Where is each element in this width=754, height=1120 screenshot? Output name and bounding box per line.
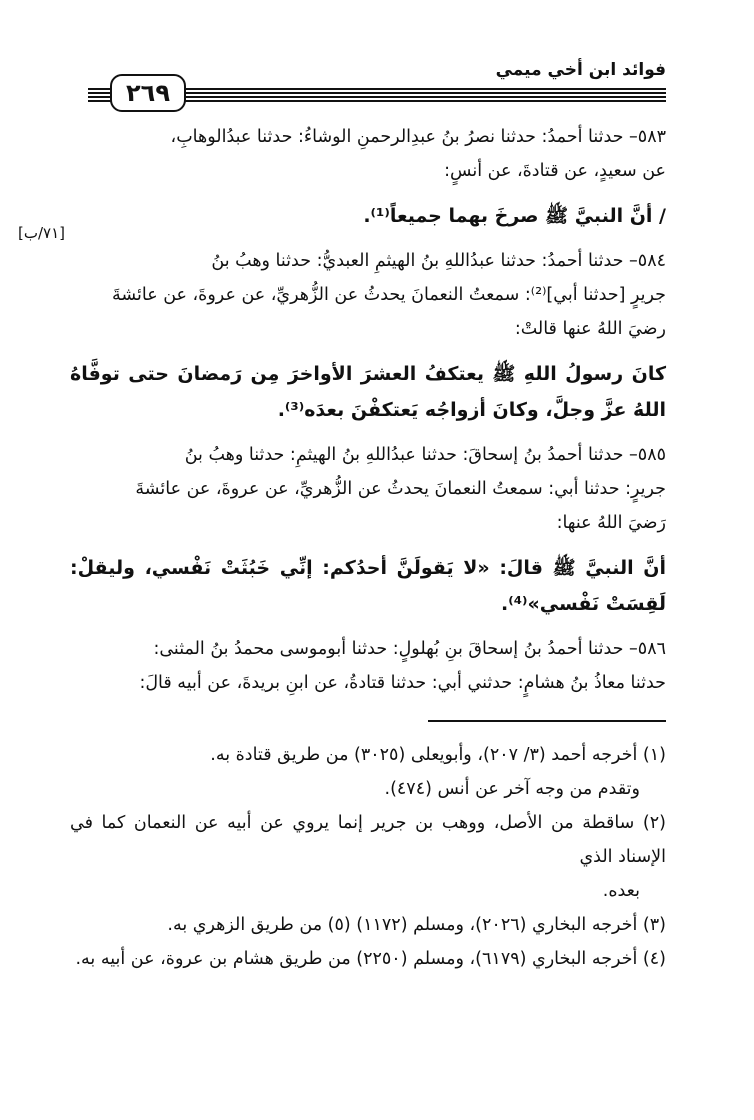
hadith-584-isnad: ٥٨٤– حدثنا أحمدُ: حدثنا عبدُاللهِ بنُ الهيثمِ العبديُّ: حدثنا وهبُ بنُ <box>211 251 666 271</box>
hadith-585-isnad: رَضيَ اللهُ عنها: <box>556 513 666 533</box>
hadith-583-text: / أنَّ النبيَّ ﷺ صرخَ بهما جميعاً⁽¹⁾. <box>363 205 666 227</box>
page-number: ٢٦٩ <box>110 74 186 112</box>
book-title: فوائد ابن أخي ميمي <box>484 60 666 86</box>
footnote-1: (١) أخرجه أحمد (٣/ ٢٠٧)، وأبويعلى (٣٠٢٥) من طريق قتادة به. <box>210 745 666 765</box>
hadith-585-isnad: ٥٨٥– حدثنا أحمدُ بنُ إسحاقَ: حدثنا عبدُاللهِ بنُ الهيثمِ: حدثنا وهبُ بنُ <box>184 445 666 465</box>
hadith-584-text: كانَ رسولُ اللهِ ﷺ يعتكفُ العشرَ الأواخرَ مِن رَمضانَ حتى توفَّاهُ اللهُ عزَّ وجلَّ، وكانَ أزواجُه يَعتكفْنَ بعدَه⁽³⁾. <box>70 363 666 421</box>
hadith-584-isnad: جريرٍ [حدثنا أبي]⁽²⁾: سمعتُ النعمانَ يحدثُ عن الزُّهريِّ، عن عروةَ، عن عائشةَ <box>112 285 666 305</box>
footnote-separator <box>428 720 666 722</box>
footnote-3: (٣) أخرجه البخاري (٢٠٢٦)، ومسلم (١١٧٢) (٥) من طريق الزهري به. <box>167 915 666 935</box>
footnotes <box>70 738 666 976</box>
footnote-1-continuation: وتقدم من وجه آخر عن أنس (٤٧٤). <box>384 779 640 799</box>
hadith-586-isnad: ٥٨٦– حدثنا أحمدُ بنُ إسحاقَ بنِ بُهلولٍ: حدثنا أبوموسى محمدُ بنُ المثنى: <box>153 639 666 659</box>
hadith-583-isnad: عن سعيدٍ، عن قتادةَ، عن أنسٍ: <box>444 161 666 181</box>
page-header <box>88 60 666 120</box>
hadith-586-isnad: حدثنا معاذُ بنُ هشامٍ: حدثني أبي: حدثنا قتادةُ، عن ابنِ بريدةَ، عن أبيه قالَ: <box>139 673 666 693</box>
footnote-2-continuation: بعده. <box>602 881 640 901</box>
hadith-583-isnad: ٥٨٣– حدثنا أحمدُ: حدثنا نصرُ بنُ عبدِالرحمنِ الوشاءُ: حدثنا عبدُالوهابِ، <box>170 127 666 147</box>
footnote-2: (٢) ساقطة من الأصل، ووهب بن جرير إنما يروي عن أبيه عن النعمان كما في الإسناد الذي <box>70 813 666 867</box>
footnote-4: (٤) أخرجه البخاري (٦١٧٩)، ومسلم (٢٢٥٠) من طريق هشام بن عروة، عن أبيه به. <box>75 949 666 969</box>
hadith-584-isnad: رضيَ اللهُ عنها قالتْ: <box>514 319 666 339</box>
manuscript-folio-reference: [٧١/ب] <box>18 224 66 242</box>
hadith-585-isnad: جريرٍ: حدثنا أبي: سمعتُ النعمانَ يحدثُ عن الزُّهريِّ، عن عروةَ، عن عائشةَ <box>135 479 666 499</box>
hadith-585-text: أنَّ النبيَّ ﷺ قالَ: «لا يَقولَنَّ أحدُكم: إنِّي خَبُثَتْ نَفْسي، وليقلْ: لَقِسَتْ نَفْسي»⁽⁴⁾. <box>70 557 666 615</box>
main-text <box>70 120 666 976</box>
